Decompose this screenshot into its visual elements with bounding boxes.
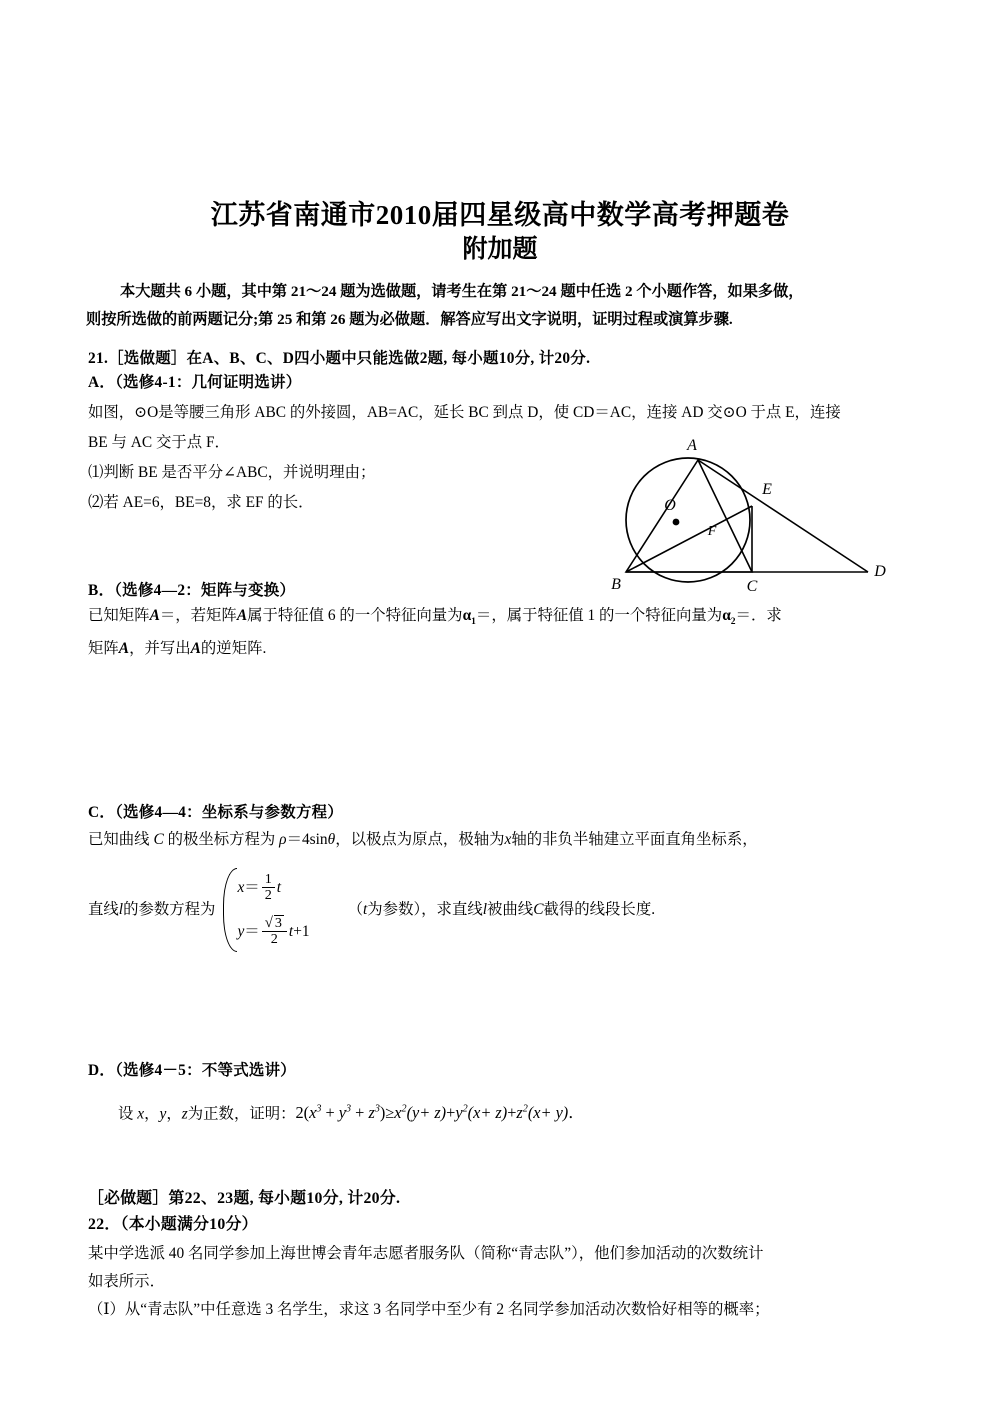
part-b-l1-mid2: 属于特征值 6 的一个特征向量为 <box>247 607 463 624</box>
geometry-figure <box>600 432 900 597</box>
ineq-plus-3: + <box>446 1103 456 1123</box>
param-y-num-wrap <box>262 915 287 931</box>
part-d-pre: 设 <box>118 1105 134 1123</box>
param-y-eq: ＝ <box>244 923 260 940</box>
param-y-den: 2 <box>262 931 287 947</box>
ineq-x2: x <box>394 1103 402 1123</box>
exam-instructions <box>86 278 966 334</box>
part-d-inequality <box>296 1103 585 1122</box>
ineq-plus-1: + <box>321 1103 339 1123</box>
part-c-tail-c: C <box>533 901 544 918</box>
part-c-l1 <box>88 826 968 854</box>
part-d-sep-2: ， <box>166 1105 182 1123</box>
part-b-l1-mid1: ＝，若矩阵 <box>159 607 237 624</box>
part-c-l1-pre: 已知曲线 <box>88 831 150 848</box>
ineq-y2-exp: 2 <box>462 1104 468 1115</box>
ineq-y2: y <box>455 1103 463 1123</box>
part-c-l1-end2: 轴的非负半轴建立平面直角坐标系， <box>511 831 758 848</box>
part-c-tail-l: l <box>482 901 488 918</box>
param-x-den: 2 <box>262 887 275 903</box>
param-y-t: t <box>288 923 294 940</box>
ineq-plus-4: + <box>507 1103 517 1123</box>
ineq-two: 2 <box>295 1103 304 1123</box>
part-b-l2-pre: 矩阵 <box>88 640 119 658</box>
segment-ad <box>698 460 868 572</box>
part-c-x-axis: x <box>504 831 512 848</box>
ineq-lp1: ( <box>303 1103 310 1123</box>
part-c-rho: ρ <box>279 831 287 848</box>
center-point-dot <box>673 519 680 526</box>
param-y-num: 3 <box>274 915 282 932</box>
part-c-line-l: l <box>118 901 124 918</box>
part-c-tail-pre: ，求直线 <box>421 901 483 918</box>
figure-label-f: F <box>707 524 717 539</box>
figure-label-c: C <box>746 578 758 595</box>
question-22-title <box>88 1212 968 1238</box>
part-a-title-text: A．（选修4-1：几何证明选讲） <box>88 374 302 391</box>
part-d-body <box>88 1095 968 1129</box>
ineq-y3: y <box>338 1103 347 1123</box>
ineq-z3-exp: 3 <box>374 1104 380 1115</box>
part-c-title-text: C．（选修4—4：坐标系与参数方程） <box>88 804 344 821</box>
sqrt-icon: √ <box>264 915 273 932</box>
part-a-item-2: ⑵若 AE=6，BE=8，求 EF 的长． <box>88 494 314 511</box>
question-22-body <box>88 1240 968 1324</box>
instructions-line-2: 则按所选做的前两题记分;第 25 和第 26 题为必做题．解答应写出文字说明，证明过程或演算步骤. <box>86 311 733 328</box>
ineq-y3-exp: 3 <box>346 1104 352 1115</box>
figure-label-e: E <box>762 481 772 498</box>
part-c-eq: ＝ <box>286 831 302 848</box>
part-a-line-1: 如图，⊙O是等腰三角形 ABC 的外接圆，AB=AC，延长 BC 到点 D，使 CD＝AC，连接 AD 交⊙O 于点 E，连接 <box>88 404 841 421</box>
part-b-alpha-2-sub: 2 <box>730 616 736 628</box>
circle-triangle-diagram <box>600 432 900 597</box>
part-b-l2-mid: ，并写出 <box>129 640 191 658</box>
figure-label-b: B <box>611 576 621 593</box>
part-b-line-2 <box>88 635 968 662</box>
param-x-fraction <box>262 872 275 904</box>
figure-label-d: D <box>874 563 886 580</box>
question-21-heading-text: 21.［选做题］在A、B、C、D四小题中只能选做2题, 每小题10分, 计20分. <box>88 350 591 367</box>
page-title: 江苏省南通市2010届四星级高中数学高考押题卷 <box>210 200 790 230</box>
ineq-z2: z <box>516 1103 523 1123</box>
figure-label-o: O <box>664 497 676 514</box>
part-b-l1-mid3: ＝，属于特征值 1 的一个特征向量为 <box>475 607 723 624</box>
part-d-sep-1: ， <box>144 1105 160 1123</box>
part-b-matrix-a-3: A <box>118 640 130 658</box>
part-b-title <box>88 578 968 604</box>
param-y-plus: +1 <box>293 923 310 940</box>
q22-line-1: 某中学选派 40 名同学参加上海世博会青年志愿者服务队（简称“青志队”），他们参加活动的次数统计 <box>88 1245 764 1262</box>
part-b-alpha-1: α <box>462 607 472 624</box>
param-note-t: t <box>363 901 368 918</box>
part-c-l2-lead <box>88 895 215 925</box>
part-a-item-1: ⑴判断 BE 是否平分∠ABC，并说明理由； <box>88 464 376 481</box>
parametric-system <box>219 866 309 954</box>
part-d-statement <box>88 1095 968 1129</box>
required-heading-text: ［必做题］第22、23题, 每小题10分, 计20分. <box>88 1190 401 1207</box>
ineq-x3-exp: 3 <box>316 1104 322 1115</box>
part-d-var-x: x <box>137 1105 145 1123</box>
q22-item-1: （Ⅰ）从“青志队”中任意选 3 名学生，求这 3 名同学中至少有 2 名同学参加活动次数恰好相等的概率； <box>88 1301 770 1318</box>
required-section-heading <box>88 1186 968 1212</box>
part-c-l2-tail <box>314 895 655 925</box>
param-x-num: 1 <box>264 870 272 887</box>
part-d-var-y: y <box>159 1105 167 1123</box>
ineq-z2-exp: 2 <box>522 1104 528 1115</box>
part-b-line-1 <box>88 602 968 635</box>
part-c-4sin: 4sin <box>301 831 328 848</box>
part-b-title-text: B．（选修4—2：矩阵与变换） <box>88 582 296 599</box>
part-d-title <box>88 1058 968 1084</box>
ineq-x2-exp: 2 <box>401 1104 407 1115</box>
part-d-mid: 为正数，证明： <box>187 1105 296 1123</box>
ineq-ge: ≥ <box>385 1103 395 1123</box>
part-c-tail-end: 截得的线段长度. <box>543 901 656 918</box>
page-subtitle: 附加题 <box>462 236 538 263</box>
param-x-t: t <box>276 879 282 896</box>
param-y: y <box>237 923 245 940</box>
part-d-title-text: D．（选修4－5：不等式选讲） <box>88 1062 296 1079</box>
title-block <box>0 198 1000 265</box>
ineq-group-2: (x+ z) <box>467 1103 508 1123</box>
param-x-eq: ＝ <box>244 879 260 896</box>
ineq-group-1: (y+ z) <box>406 1103 447 1123</box>
q22-line-2: 如表所示． <box>88 1273 165 1290</box>
parametric-eq-x <box>237 866 309 910</box>
param-note-rest: 为参数） <box>367 901 422 918</box>
part-c-line-2 <box>88 866 968 954</box>
instructions-line-1: 本大题共 6 小题，其中第 21～24 题为选做题，请考生在第 21～24 题中任选 2 个小题作答，如果多做， <box>120 283 804 300</box>
part-c-line-1 <box>88 826 968 854</box>
parametric-eq-y <box>237 910 309 954</box>
part-b-matrix-a-4: A <box>190 640 201 658</box>
part-c-l2-mid: 的参数方程为 <box>123 901 216 918</box>
param-y-fraction <box>262 915 287 948</box>
part-c-tail-mid: 被曲线 <box>487 901 534 918</box>
part-b-matrix-a-1: A <box>149 607 160 624</box>
ineq-plus-2: + <box>351 1103 369 1123</box>
part-c-l2 <box>88 866 968 954</box>
part-c-l1-mid: 的极坐标方程为 <box>167 831 276 848</box>
question-22-title-text: 22．（本小题满分10分） <box>88 1216 258 1233</box>
param-x: x <box>237 879 245 896</box>
part-c-theta: θ <box>327 831 336 848</box>
param-note-open: （ <box>347 901 363 918</box>
part-b-l2-end: 的逆矩阵. <box>200 640 267 658</box>
question-21-heading <box>88 346 968 372</box>
part-c-l2-pre: 直线 <box>88 901 119 918</box>
part-d-var-z: z <box>181 1105 188 1123</box>
part-c-curve-c: C <box>153 831 164 848</box>
part-b-alpha-1-sub: 1 <box>471 616 476 628</box>
part-b-matrix-a-2: A <box>236 607 248 624</box>
part-b-alpha-2: α <box>722 607 731 624</box>
figure-label-a: A <box>687 437 697 454</box>
ineq-z3: z <box>368 1103 375 1123</box>
ineq-group-3: (x+ y) <box>527 1103 569 1123</box>
ineq-period: ． <box>568 1103 585 1123</box>
part-b-l1-end: ＝．求 <box>735 607 782 624</box>
part-c-l1-end1: ，以极点为原点，极轴为 <box>335 831 505 848</box>
ineq-x3: x <box>309 1103 317 1123</box>
part-a-title <box>88 370 968 396</box>
part-b-body <box>88 602 968 662</box>
part-b-l1-pre: 已知矩阵 <box>88 607 150 624</box>
part-c-title <box>88 800 968 826</box>
ineq-rp1: ) <box>379 1103 386 1123</box>
part-a-line-2: BE 与 AC 交于点 F． <box>88 434 230 451</box>
